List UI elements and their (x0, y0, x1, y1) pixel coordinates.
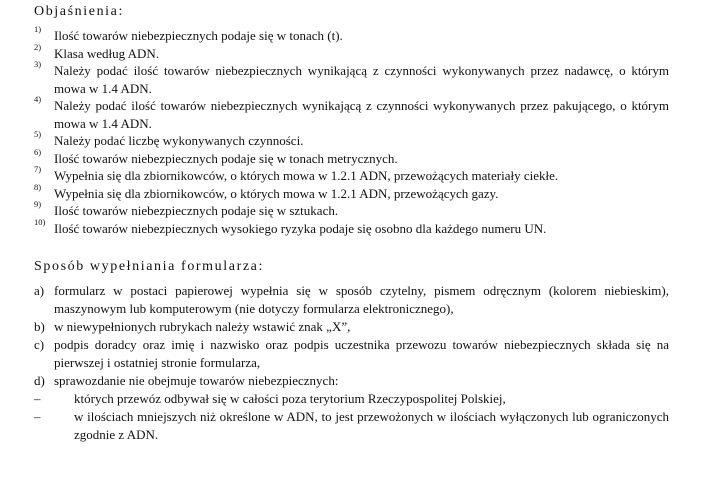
footnote-item (34, 94, 669, 132)
exclusion-item (34, 408, 669, 444)
footnote-text: Ilość towarów niebezpiecznych podaje się w tonach metrycznych. (54, 150, 398, 166)
exclusion-item (34, 390, 669, 408)
footnote-number: 5) (34, 129, 42, 139)
instruction-text: formularz w postaci papierowej wypełnia się w sposób czytelny, pismem odręcznym (kolorem niebieskim), maszynowym lub komputerowym (nie dotyczy formularza elektronicznego), (54, 283, 669, 316)
footnote-text: Klasa według ADN. (54, 45, 160, 61)
footnote-number: 4) (34, 94, 42, 104)
footnote-item (34, 146, 669, 168)
footnote-number: 3) (34, 59, 42, 69)
form-instructions-list (34, 282, 669, 444)
instruction-label: a) (34, 283, 45, 298)
dash-bullet: – (34, 409, 41, 424)
instruction-text: sprawozdanie nie obejmuje towarów niebezpiecznych: (54, 373, 339, 388)
footnote-item (34, 164, 669, 185)
instruction-label: d) (34, 373, 45, 388)
footnote-item (34, 129, 669, 150)
instruction-text: w niewypełnionych rubrykach należy wstawić znak „X”, (54, 319, 351, 334)
instruction-item (34, 372, 669, 390)
footnote-text: Ilość towarów niebezpiecznych podaje się w tonach (t). (54, 28, 343, 43)
footnote-text: Należy podać liczbę wykonywanych czynności. (54, 133, 304, 148)
footnote-number: 9) (34, 199, 42, 209)
footnote-text: Ilość towarów niebezpiecznych wysokiego ryzyka podaje się osobno dla każdego numeru UN. (54, 220, 547, 236)
footnote-text: Należy podać ilość towarów niebezpiecznych wynikającą z czynności wykonywanych przez pakującego, o którym mowa w 1.4 ADN. (54, 98, 669, 131)
footnote-text: Wypełnia się dla zbiornikowców, o których mowa w 1.2.1 ADN, przewożących gazy. (54, 185, 499, 201)
explanations-heading: Objaśnienia: (34, 4, 124, 19)
instruction-item (34, 318, 669, 336)
instruction-item (34, 282, 669, 318)
footnote-item (34, 59, 669, 97)
footnote-number: 6) (34, 146, 42, 157)
exclusion-text: których przewóz odbywał się w całości poza terytorium Rzeczypospolitej Polskiej, (74, 391, 506, 406)
form-instructions-heading: Sposób wypełniania formularza: (34, 259, 264, 274)
footnote-text: Ilość towarów niebezpiecznych podaje się w sztukach. (54, 203, 339, 218)
instruction-label: c) (34, 337, 45, 352)
explanations-list (34, 24, 669, 237)
instruction-item (34, 336, 669, 372)
exclusion-text: w ilościach mniejszych niż określone w ADN, to jest przewożonych w ilościach wyłączonych lub ograniczonych zgodnie z ADN. (74, 409, 669, 442)
footnote-number: 8) (34, 181, 42, 192)
footnote-text: Wypełnia się dla zbiornikowców, o których mowa w 1.2.1 ADN, przewożących materiały ciekłe. (54, 168, 559, 183)
footnote-item (34, 199, 669, 220)
footnote-item (34, 181, 669, 203)
footnote-number: 1) (34, 24, 42, 34)
footnote-number: 10) (34, 216, 46, 227)
footnote-number: 2) (34, 41, 42, 52)
footnote-item (34, 24, 669, 45)
instruction-label: b) (34, 319, 45, 334)
footnote-item (34, 41, 669, 63)
dash-bullet: – (34, 391, 41, 406)
instruction-text: podpis doradcy oraz imię i nazwisko oraz podpis uczestnika przewozu towarów niebezpiecznych składa się na pierwszej i ostatniej stronie formularza, (54, 337, 669, 370)
footnote-number: 7) (34, 164, 42, 174)
footnote-item (34, 216, 669, 238)
footnote-text: Należy podać ilość towarów niebezpiecznych wynikającą z czynności wykonywanych przez nadawcę, o którym mowa w 1.4 ADN. (54, 63, 669, 96)
